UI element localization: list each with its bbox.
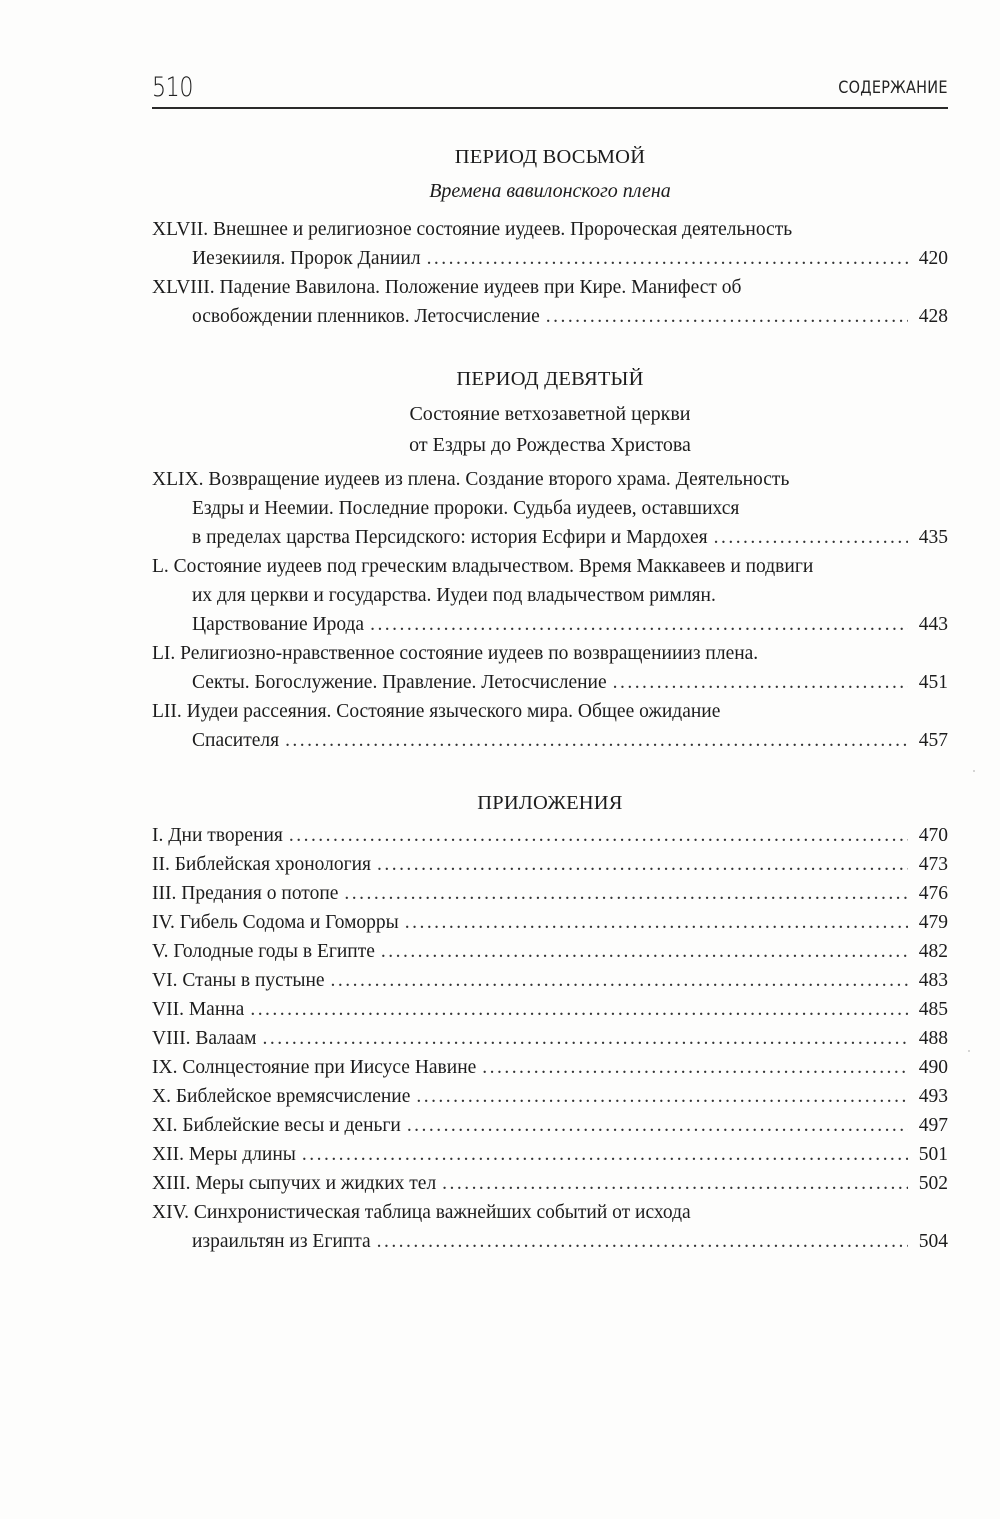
dot-leader: [377, 851, 908, 879]
toc-entry-appendix-11[interactable]: [152, 1112, 948, 1140]
toc-entry-appendix-3[interactable]: [152, 880, 948, 908]
toc-entry-text: Секты. Богослужение. Правление. Летосчисление: [192, 672, 607, 693]
dot-leader: [344, 880, 908, 908]
toc-entry-text: освобождении пленников. Летосчисление: [192, 306, 540, 327]
toc-entry-text: VI. Станы в пустыне: [152, 970, 325, 991]
toc-entry-text: IX. Солнцестояние при Иисусе Навине: [152, 1057, 477, 1078]
toc-page-number: 479: [918, 912, 948, 933]
dot-leader: [405, 909, 908, 937]
dot-leader: [285, 727, 908, 755]
part-subtitle: Состояние ветхозаветной церкви: [409, 403, 691, 425]
running-section-title: СОДЕРЖАНИЕ: [838, 78, 948, 98]
toc-page-number: 490: [918, 1057, 948, 1078]
toc-entry-text: XII. Меры длины: [152, 1144, 296, 1165]
toc-page-number: 485: [918, 999, 948, 1020]
toc-entry-appendix-8[interactable]: [152, 1025, 948, 1053]
dot-leader: [302, 1141, 908, 1169]
toc-entry-appendix-7[interactable]: [152, 996, 948, 1024]
toc-entry-text: в пределах царства Персидского: история Есфири и Мардохея: [192, 527, 708, 548]
toc-entry-text: Царствование Ирода: [192, 614, 365, 635]
toc-page-number: 501: [918, 1144, 948, 1165]
page-number: 510: [152, 72, 194, 103]
toc-entry-appendix-6[interactable]: [152, 967, 948, 995]
toc-entry-line: XLIX. Возвращение иудеев из плена. Создание второго храма. Деятельность: [152, 469, 790, 490]
toc-page-number: 504: [918, 1231, 948, 1252]
toc-entry-appendix-5[interactable]: [152, 938, 948, 966]
scan-speck: [968, 1050, 970, 1052]
toc-page-number: 488: [918, 1028, 948, 1049]
toc-entry-appendix-4[interactable]: [152, 909, 948, 937]
part-heading-appendices: ПРИЛОЖЕНИЯ: [477, 792, 623, 814]
toc-page-number: 428: [918, 306, 948, 327]
toc-entry-text: VIII. Валаам: [152, 1028, 257, 1049]
dot-leader: [416, 1083, 908, 1111]
toc-entry-line: LI. Религиозно-нравственное состояние иудеев по возвращениииз плена.: [152, 643, 759, 664]
toc-entry-text: израильтян из Египта: [192, 1231, 371, 1252]
dot-leader: [442, 1170, 908, 1198]
dot-leader: [377, 1228, 908, 1256]
toc-entry-text: XIII. Меры сыпучих и жидких тел: [152, 1173, 437, 1194]
dot-leader: [482, 1054, 908, 1082]
toc-entry-text: VII. Манна: [152, 999, 245, 1020]
toc-entry-line-with-page[interactable]: [192, 611, 948, 639]
toc-entry-appendix-2[interactable]: [152, 851, 948, 879]
dot-leader: [381, 938, 908, 966]
toc-entry-appendix-10[interactable]: [152, 1083, 948, 1111]
scan-speck: [973, 770, 975, 772]
toc-entry-line: Ездры и Неемии. Последние пророки. Судьба иудеев, оставшихся: [192, 498, 740, 519]
toc-entry-line: XLVII. Внешнее и религиозное состояние иудеев. Пророческая деятельность: [152, 219, 793, 240]
toc-page-number: 470: [918, 825, 948, 846]
dot-leader: [427, 245, 908, 273]
toc-entry-line-with-page[interactable]: [192, 524, 948, 552]
header-rule: [152, 107, 948, 109]
dot-leader: [407, 1112, 908, 1140]
toc-entry-text: XI. Библейские весы и деньги: [152, 1115, 401, 1136]
toc-page-number: 483: [918, 970, 948, 991]
toc-entry-text: Иезекииля. Пророк Даниил: [192, 248, 421, 269]
part-subtitle: от Ездры до Рождества Христова: [409, 434, 691, 456]
toc-page-number: 473: [918, 854, 948, 875]
part-heading-period-nine: ПЕРИОД ДЕВЯТЫЙ: [456, 368, 644, 390]
toc-entry-line: XLVIII. Падение Вавилона. Положение иудеев при Кире. Манифест об: [152, 277, 742, 298]
toc-entry-line: L. Состояние иудеев под греческим владычеством. Время Маккавеев и подвиги: [152, 556, 814, 577]
toc-entry-text: IV. Гибель Содома и Гоморры: [152, 912, 399, 933]
dot-leader: [263, 1025, 908, 1053]
toc-page-number: 493: [918, 1086, 948, 1107]
toc-entry-line: LII. Иудеи рассеяния. Состояние языческого мира. Общее ожидание: [152, 701, 721, 722]
dot-leader: [289, 822, 908, 850]
dot-leader: [613, 669, 908, 697]
toc-page-number: 420: [918, 248, 948, 269]
toc-entry-text: X. Библейское времясчисление: [152, 1086, 411, 1107]
toc-entry-line-with-page[interactable]: [192, 303, 948, 331]
toc-entry-text: V. Голодные годы в Египте: [152, 941, 375, 962]
toc-page-number: 502: [918, 1173, 948, 1194]
toc-entry-line-with-page[interactable]: [192, 245, 948, 273]
dot-leader: [370, 611, 908, 639]
toc-entry-text: I. Дни творения: [152, 825, 283, 846]
dot-leader: [331, 967, 908, 995]
toc-page-number: 497: [918, 1115, 948, 1136]
toc-entry-appendix-1[interactable]: [152, 822, 948, 850]
dot-leader: [250, 996, 908, 1024]
toc-page-number: 443: [918, 614, 948, 635]
toc-entry-text: II. Библейская хронология: [152, 854, 372, 875]
toc-entry-appendix-9[interactable]: [152, 1054, 948, 1082]
toc-page-number: 476: [918, 883, 948, 904]
toc-entry-line-with-page[interactable]: [192, 669, 948, 697]
toc-entry-appendix-13[interactable]: [152, 1170, 948, 1198]
toc-entry-line: их для церкви и государства. Иудеи под владычеством римлян.: [192, 585, 716, 606]
toc-page-number: 435: [918, 527, 948, 548]
toc-entry-appendix-12[interactable]: [152, 1141, 948, 1169]
toc-entry-line: XIV. Синхронистическая таблица важнейших событий от исхода: [152, 1202, 691, 1223]
part-heading-period-eight: ПЕРИОД ВОСЬМОЙ: [454, 146, 646, 168]
toc-page-number: 482: [918, 941, 948, 962]
toc-entry-line-with-page[interactable]: [192, 727, 948, 755]
toc-entry-text: Спасителя: [192, 730, 280, 751]
toc-page-number: 451: [918, 672, 948, 693]
toc-entry-text: III. Предания о потопе: [152, 883, 339, 904]
toc-entry-appendix-14[interactable]: [192, 1228, 948, 1256]
toc-page-number: 457: [918, 730, 948, 751]
running-head: [152, 70, 948, 106]
dot-leader: [546, 303, 908, 331]
part-subtitle: Времена вавилонского плена: [429, 180, 671, 202]
dot-leader: [714, 524, 908, 552]
